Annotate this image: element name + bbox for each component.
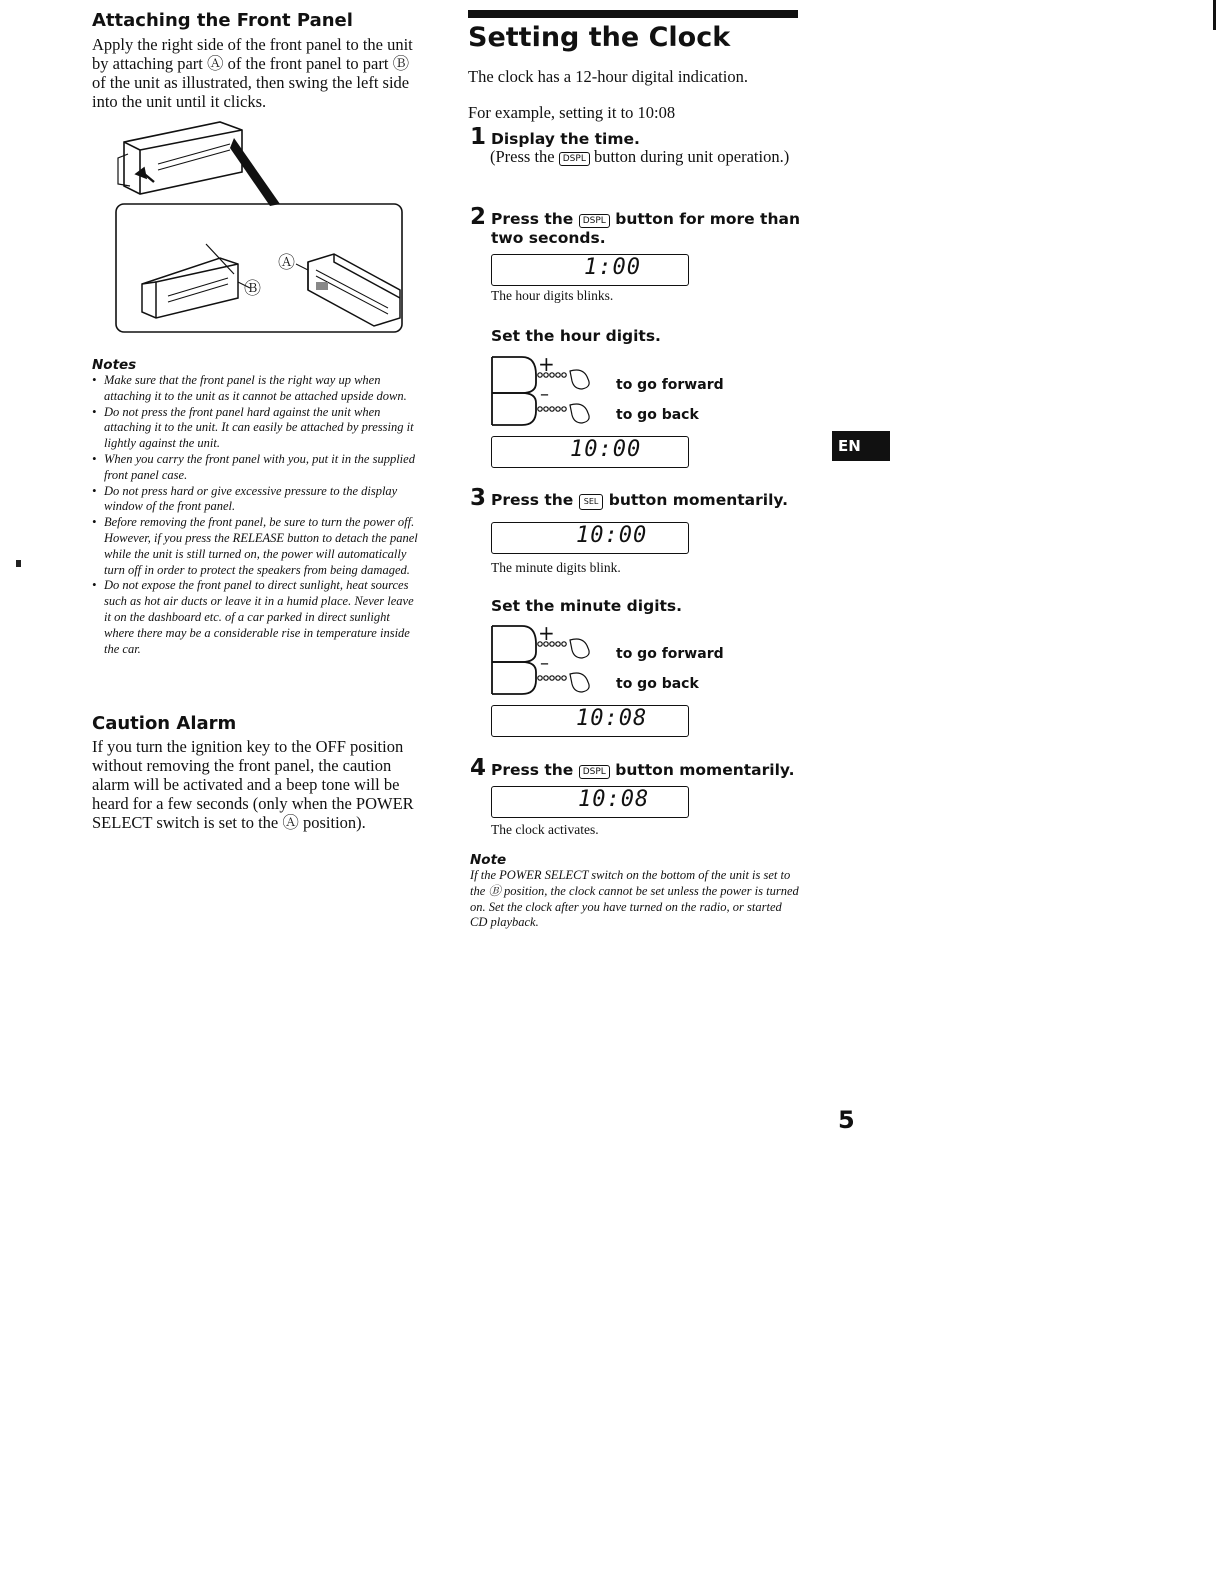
- step-1-text-post: button during unit operation.): [593, 147, 790, 166]
- dspl-key-icon: DSPL: [579, 214, 610, 228]
- label-a: Ⓐ: [278, 253, 295, 273]
- step-4-title-pre: Press the: [491, 761, 574, 779]
- step-1-title: Display the time.: [491, 130, 640, 148]
- plus-label: +: [538, 352, 555, 376]
- step-1-number: 1: [470, 124, 487, 150]
- scan-edge-mark: [1213, 0, 1216, 30]
- note-item: • Do not expose the front panel to direct sunlight, heat sources such as hot air ducts or leave it in a humid place. Never leave it on the dashboard etc. of a car parked in direct sunlight where there may be a considerable rise in temperature inside the car.: [92, 578, 422, 657]
- step-3-sub: Set the minute digits.: [491, 597, 683, 615]
- step-3-number: 3: [470, 485, 487, 511]
- step-4-caption: The clock activates.: [491, 822, 599, 837]
- caution-body: If you turn the ignition key to the OFF position without removing the front panel, the caution alarm will be activated and a beep tone will be heard for a few seconds (only when the POWER SELECT switch is set to the Ⓐ position).: [92, 737, 414, 832]
- lcd-display: [491, 522, 689, 554]
- title-rule: [468, 10, 798, 18]
- note-title: Note: [470, 852, 507, 868]
- dspl-key-icon: DSPL: [579, 765, 610, 779]
- note-item: • Make sure that the front panel is the right way up when attaching it to the unit as it cannot be attached upside down.: [92, 373, 422, 405]
- page-title: Setting the Clock: [468, 22, 731, 53]
- step-2-title: [491, 210, 806, 248]
- step-2-title-post: button for more than two seconds.: [491, 210, 800, 247]
- step-2-number: 2: [470, 204, 487, 230]
- lcd-display: [491, 705, 689, 737]
- step-3-caption: The minute digits blink.: [491, 560, 621, 575]
- step-2-caption: The hour digits blinks.: [491, 288, 614, 303]
- step-4-title-post: button momentarily.: [615, 761, 795, 779]
- note-item: • Do not press hard or give excessive pressure to the display window of the front panel.: [92, 484, 422, 516]
- plus-label: +: [538, 621, 555, 645]
- forward-label: to go forward: [616, 646, 724, 662]
- note-item: • Before removing the front panel, be sure to turn the power off. However, if you press the RELEASE button to detach the panel while the unit is still turned on, the power will automatically turn off in order to protect the speakers from being damaged.: [92, 515, 422, 578]
- minus-label: –: [540, 653, 549, 674]
- front-panel-illustration: [110, 112, 406, 336]
- page-number: 5: [838, 1106, 855, 1134]
- step-3-title: [491, 491, 811, 510]
- language-tab: EN: [832, 431, 890, 461]
- lcd-display: [491, 436, 689, 468]
- attach-body: Apply the right side of the front panel to the unit by attaching part Ⓐ of the front panel to part Ⓑ of the unit as illustrated, then swing the left side into the unit until it clicks.: [92, 35, 413, 111]
- lcd-display: [491, 786, 689, 818]
- note-item: • Do not press the front panel hard against the unit when attaching it to the unit. It can easily be attached by pressing it lightly against the unit.: [92, 405, 422, 452]
- step-2-sub: Set the hour digits.: [491, 327, 661, 345]
- lcd-display: [491, 254, 689, 286]
- notes-title: Notes: [92, 357, 137, 373]
- lcd-text: 1:00: [584, 255, 641, 280]
- intro-text: The clock has a 12-hour digital indication.: [468, 67, 748, 86]
- lcd-text: 10:00: [576, 523, 648, 548]
- note-text: If the POWER SELECT switch on the bottom of the unit is set to the Ⓑ position, the clock cannot be set unless the power is turned on. Set the clock after you have turned on the radio, or started CD playback.: [470, 868, 799, 930]
- lcd-text: 10:08: [578, 787, 650, 812]
- step-3-title-pre: Press the: [491, 491, 574, 509]
- notes-list: [92, 373, 422, 657]
- step-1-text: [490, 147, 790, 166]
- step-4-title: [491, 761, 811, 780]
- step-4-number: 4: [470, 755, 487, 781]
- forward-label: to go forward: [616, 377, 724, 393]
- step-2-title-pre: Press the: [491, 210, 574, 228]
- lcd-text: 10:00: [570, 437, 642, 462]
- step-1-text-pre: (Press the: [490, 147, 555, 166]
- attach-title: Attaching the Front Panel: [92, 10, 353, 31]
- step-3-title-post: button momentarily.: [608, 491, 788, 509]
- back-label: to go back: [616, 407, 699, 423]
- sel-key-icon: SEL: [579, 494, 604, 510]
- dspl-key-icon: DSPL: [559, 152, 590, 166]
- minus-label: –: [540, 384, 549, 405]
- scan-mark: [16, 560, 21, 567]
- caution-title: Caution Alarm: [92, 713, 237, 734]
- label-b: Ⓑ: [244, 279, 261, 299]
- example-text: For example, setting it to 10:08: [468, 103, 676, 122]
- lcd-text: 10:08: [576, 706, 648, 731]
- note-item: • When you carry the front panel with you, put it in the supplied front panel case.: [92, 452, 422, 484]
- back-label: to go back: [616, 676, 699, 692]
